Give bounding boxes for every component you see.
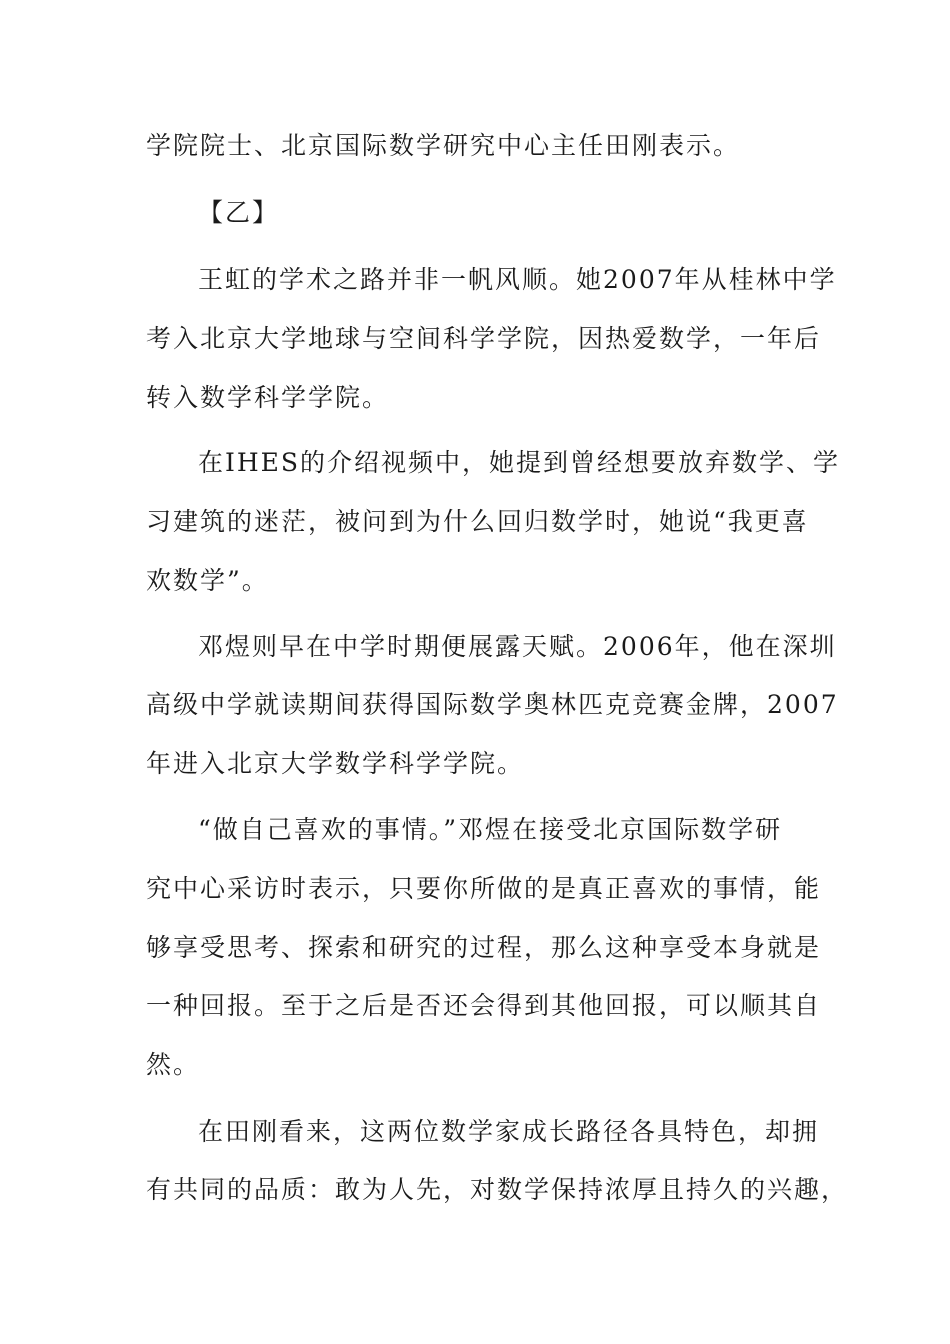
- text-line: 欢数学”。: [146, 566, 269, 595]
- text-line: 在IHES的介绍视频中，她提到曾经想要放弃数学、学: [198, 448, 841, 477]
- text-line: 考入北京大学地球与空间科学学院，因热爱数学，一年后: [146, 324, 822, 353]
- text-line: 高级中学就读期间获得国际数学奥林匹克竞赛金牌，2007: [146, 690, 839, 719]
- text-line: 学院院士、北京国际数学研究中心主任田刚表示。: [146, 131, 741, 160]
- text-line: 年进入北京大学数学科学学院。: [146, 749, 525, 778]
- text-line: 邓煜则早在中学时期便展露天赋。2006年，他在深圳: [198, 632, 837, 661]
- section-heading: 【乙】: [198, 198, 280, 227]
- text-line: “做自己喜欢的事情。”邓煜在接受北京国际数学研: [198, 815, 783, 844]
- text-line: 然。: [146, 1050, 201, 1079]
- text-line: 习建筑的迷茫，被问到为什么回归数学时，她说“我更喜: [146, 507, 809, 536]
- text-line: 转入数学科学学院。: [146, 383, 390, 412]
- text-line: 一种回报。至于之后是否还会得到其他回报，可以顺其自: [146, 991, 822, 1020]
- text-line: 在田刚看来，这两位数学家成长路径各具特色，却拥: [198, 1117, 820, 1146]
- text-line: 究中心采访时表示，只要你所做的是真正喜欢的事情，能: [146, 874, 822, 903]
- text-line: 王虹的学术之路并非一帆风顺。她2007年从桂林中学: [198, 265, 837, 294]
- text-line: 有共同的品质：敢为人先，对数学保持浓厚且持久的兴趣，: [146, 1175, 849, 1204]
- text-line: 够享受思考、探索和研究的过程，那么这种享受本身就是: [146, 933, 822, 962]
